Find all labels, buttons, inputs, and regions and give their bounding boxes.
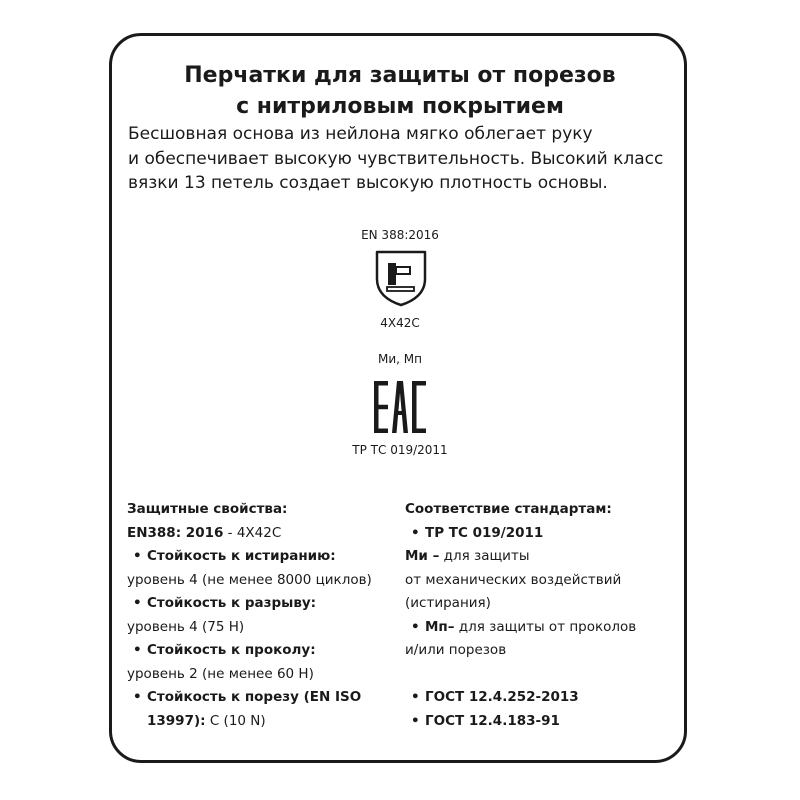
puncture-value: уровень 2 (не менее 60 Н) — [127, 665, 314, 682]
cut-label: • Стойкость к порезу (EN ISO — [127, 686, 397, 710]
protective-properties-section — [127, 498, 397, 733]
mi-desc-2: от механических воздействий — [405, 571, 622, 588]
hammer-shield-icon — [374, 249, 428, 307]
gost-item-2: • ГОСТ 12.4.183-91 — [405, 710, 680, 734]
title-line-2: с нитриловым покрытием — [236, 94, 564, 119]
mp-label: Мп– — [425, 618, 455, 635]
mi-line — [405, 545, 680, 569]
compliance-section — [405, 498, 680, 733]
abrasion-value: уровень 4 (не менее 8000 циклов) — [127, 571, 372, 588]
en388-value: - 4X42C — [223, 524, 282, 541]
intro-line-3: вязки 13 петель создает высокую плотность основы. — [128, 173, 608, 193]
cut-value: С (10 N) — [205, 712, 266, 729]
compliance-heading: Соответствие стандартам: — [405, 501, 612, 517]
standard-label: EN 388:2016 — [361, 228, 439, 242]
intro-text — [128, 122, 688, 196]
page-title — [0, 60, 800, 122]
puncture-label: • Стойкость к проколу: — [127, 639, 397, 663]
tear-label: • Стойкость к разрыву: — [127, 592, 397, 616]
intro-line-1: Бесшовная основа из нейлона мягко облегает руку — [128, 124, 593, 144]
mi-label: Ми – — [405, 548, 440, 564]
cut-label-cont: 13997): — [147, 712, 206, 729]
protective-heading: Защитные свойства: — [127, 501, 288, 517]
mi-desc-3: (истирания) — [405, 595, 491, 611]
mp-desc-2: и/или порезов — [405, 642, 507, 658]
rating-code: 4X42C — [380, 316, 420, 330]
en388-label: EN388: 2016 — [127, 524, 224, 541]
mp-desc: для защиты от проколов — [454, 618, 637, 635]
intro-line-2: и обеспечивает высокую чувствительность. Высокий класс — [128, 148, 664, 169]
en388-line — [127, 522, 397, 546]
mi-desc: для защиты — [439, 548, 530, 564]
title-line-1: Перчатки для защиты от порезов — [184, 63, 616, 88]
mp-line — [405, 616, 680, 640]
eac-mark-icon — [372, 379, 428, 435]
marking-label: Ми, Мп — [378, 352, 422, 366]
cut-line — [127, 710, 397, 734]
eac-regulation-label: ТР ТС 019/2011 — [352, 443, 448, 457]
gost-item-1: • ГОСТ 12.4.252-2013 — [405, 686, 680, 710]
abrasion-label: • Стойкость к истиранию: — [127, 545, 397, 569]
tr-ts-item: • ТР ТС 019/2011 — [405, 522, 680, 546]
spacer — [405, 663, 680, 687]
tear-value: уровень 4 (75 Н) — [127, 618, 245, 635]
